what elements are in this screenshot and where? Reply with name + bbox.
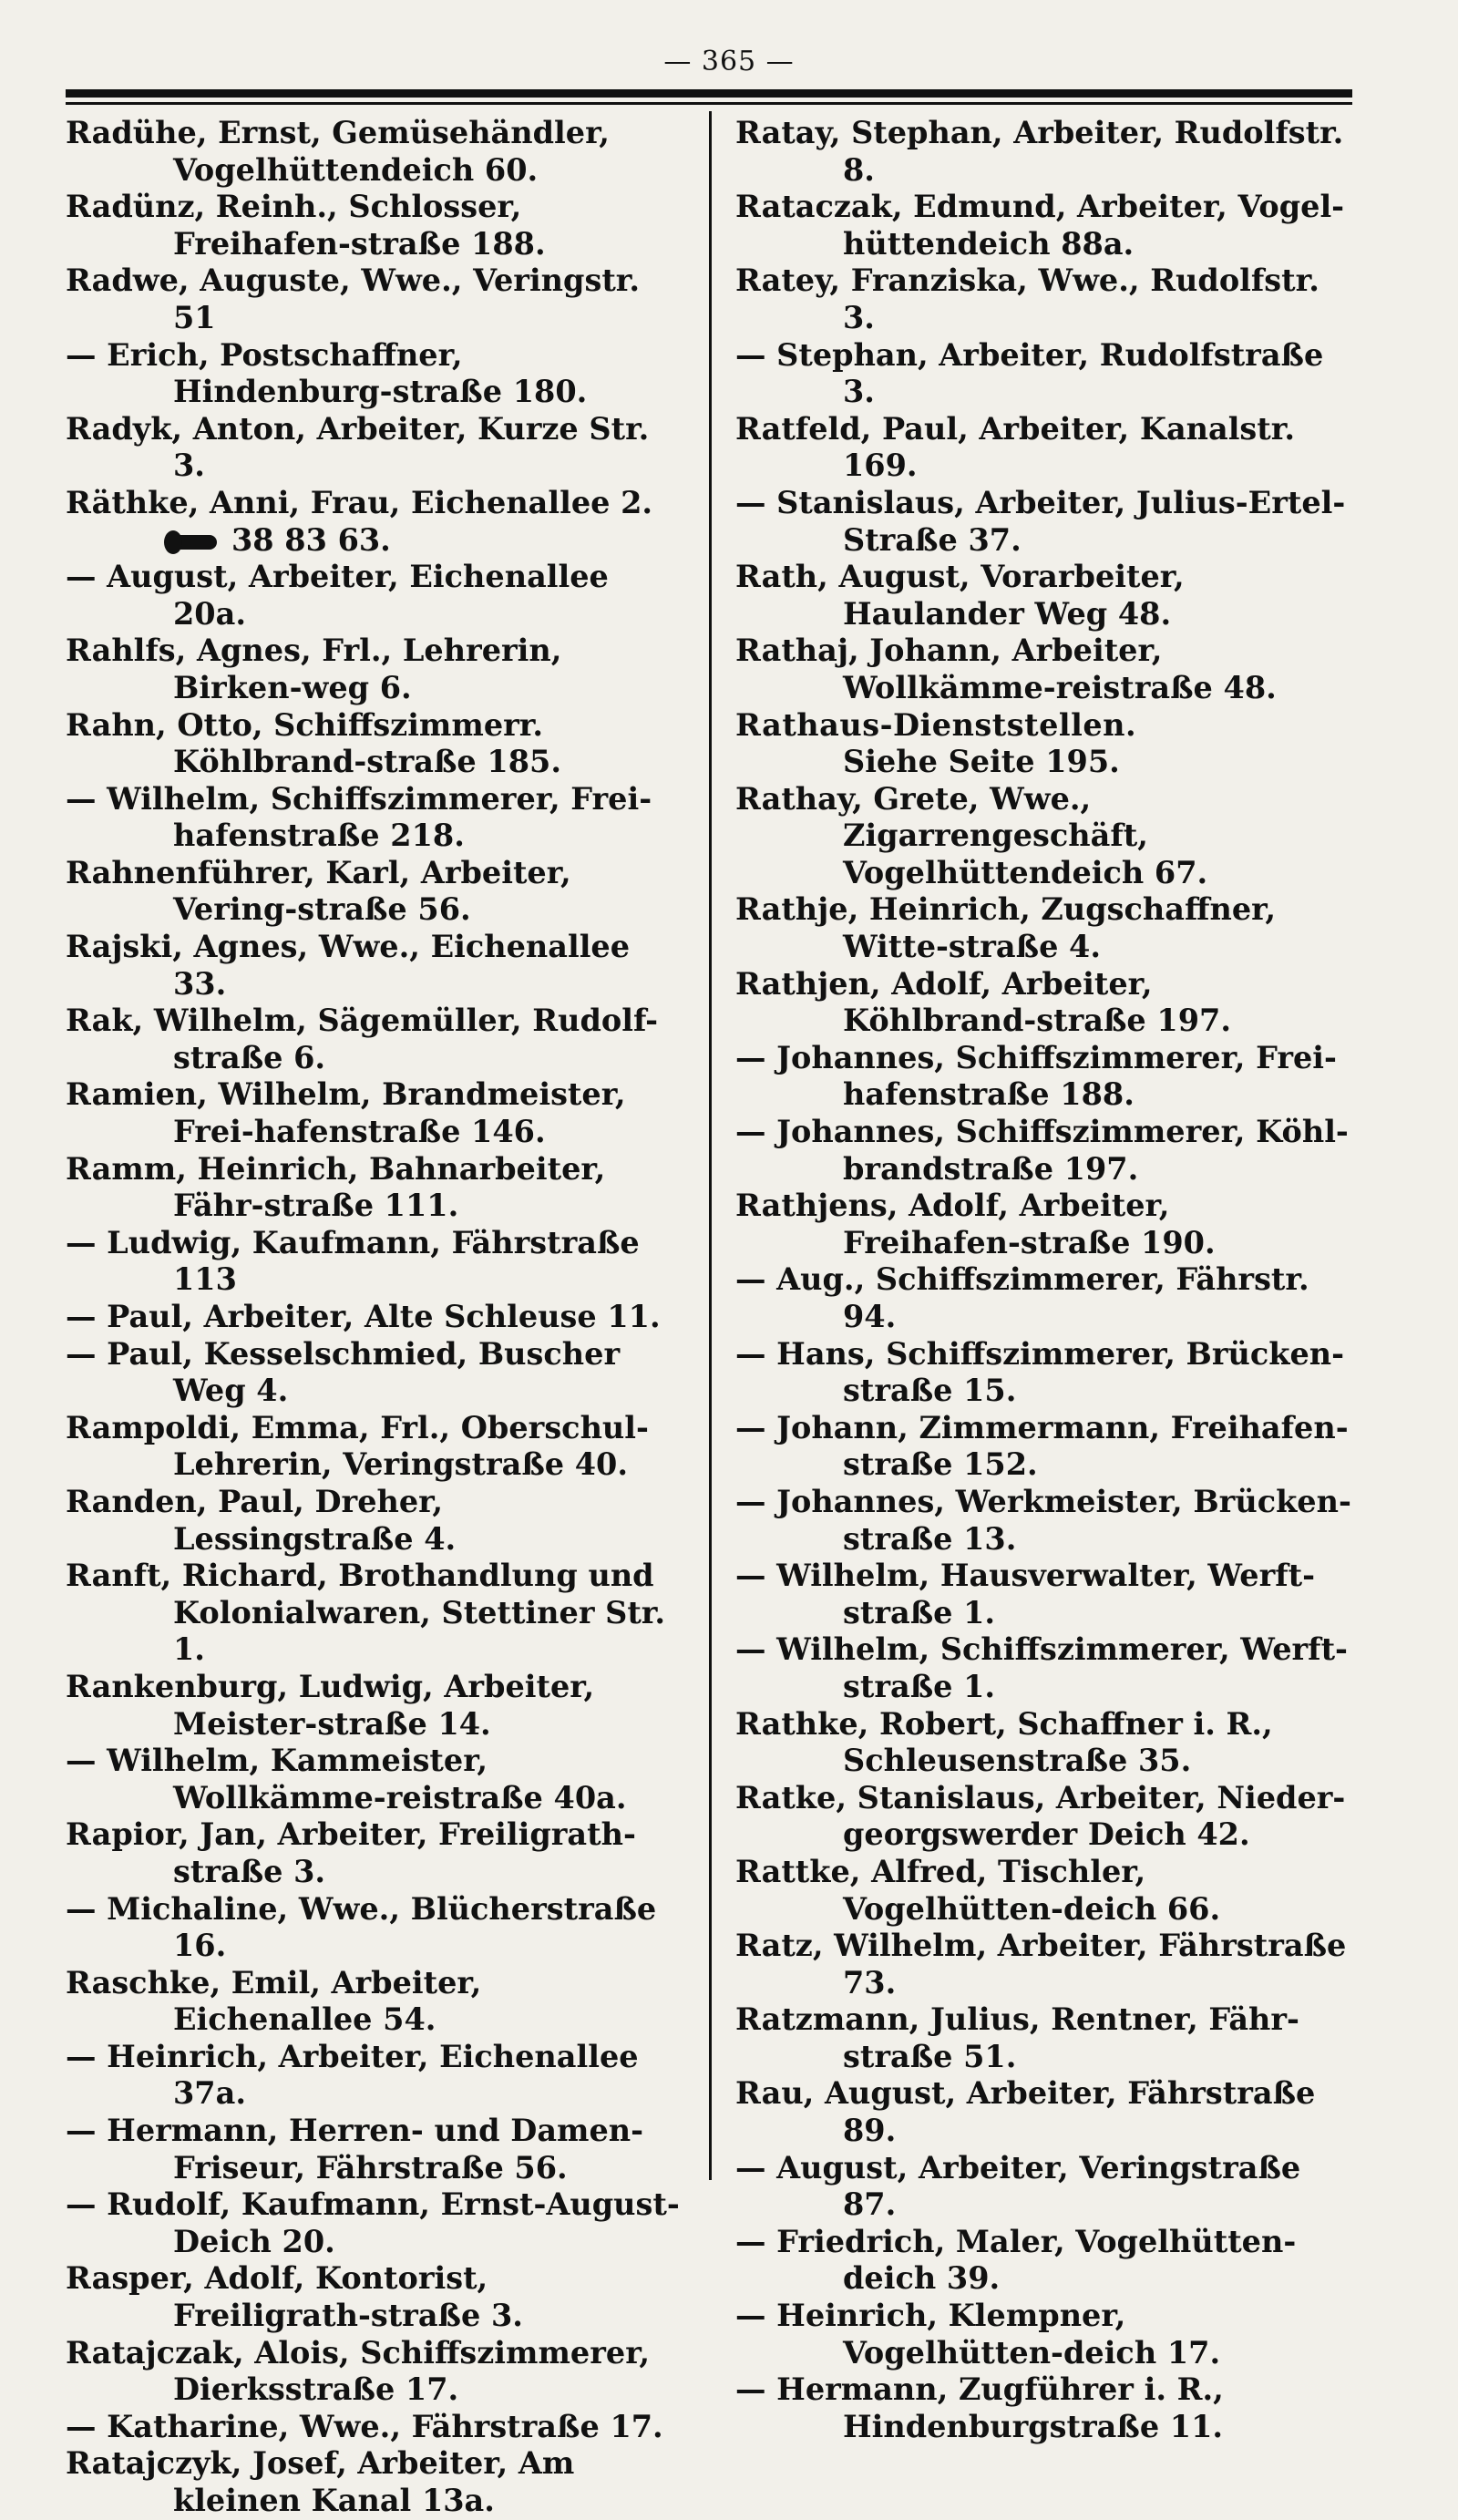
directory-entry: — Michaline, Wwe., Blücherstraße 16. — [66, 1890, 667, 1964]
directory-entry: Rahlfs, Agnes, Frl., Lehrerin, Birken-weg 6. — [66, 633, 573, 705]
directory-entry: Radyk, Anton, Arbeiter, Kurze Str. 3. — [66, 410, 660, 484]
directory-entry: Rajski, Agnes, Wwe., Eichenallee 33. — [66, 929, 641, 1002]
directory-entry: — Heinrich, Klempner, Vogelhütten-deich 17. — [735, 2298, 1221, 2371]
directory-entry: — Johannes, Schiffszimmerer, Köhl-brandstraße 197. — [735, 1114, 1349, 1187]
page-number: — 365 — — [663, 46, 795, 77]
directory-entry: Rathaj, Johann, Arbeiter, Wollkämme-reistraße 48. — [735, 633, 1277, 705]
directory-entry: — Aug., Schiffszimmerer, Fährstr. 94. — [735, 1261, 1320, 1334]
directory-entry: — August, Arbeiter, Veringstraße 87. — [735, 2149, 1311, 2223]
directory-entry: Rathay, Grete, Wwe., Zigarrengeschäft, Vogelhüttendeich 67. — [735, 780, 1208, 890]
directory-entry: — Hans, Schiffszimmerer, Brücken-straße 15. — [735, 1335, 1345, 1409]
directory-entry: Ratfeld, Paul, Arbeiter, Kanalstr. 169. — [735, 410, 1306, 484]
directory-entry: Ratzmann, Julius, Rentner, Fähr-straße 51. — [735, 2001, 1299, 2074]
directory-entry: — Johann, Zimmermann, Freihafen-straße 152. — [735, 1409, 1349, 1483]
directory-entry: Ramm, Heinrich, Bahnarbeiter, Fähr-straße 111. — [66, 1150, 616, 1224]
directory-entry: — Heinrich, Arbeiter, Eichenallee 37a. — [66, 2038, 650, 2112]
directory-entry: Räthke, Anni, Frau, Eichenallee 2. — [66, 484, 653, 520]
directory-entry: — Wilhelm, Schiffszimmerer, Frei-hafenstraße 218. — [66, 780, 652, 854]
directory-entry: Radwe, Auguste, Wwe., Veringstr. 51 — [66, 262, 651, 335]
directory-entry: Rampoldi, Emma, Frl., Oberschul-Lehrerin, Veringstraße 40. — [66, 1409, 649, 1483]
directory-entry: — Paul, Arbeiter, Alte Schleuse 11. — [66, 1299, 661, 1334]
directory-entry: — Katharine, Wwe., Fährstraße 17. — [66, 2408, 663, 2444]
directory-entry: Rahnenführer, Karl, Arbeiter, Vering-straße 56. — [66, 854, 582, 928]
directory-entry: Rataczak, Edmund, Arbeiter, Vogel-hüttendeich 88a. — [735, 189, 1345, 262]
directory-entry: Rathke, Robert, Schaffner i. R., Schleusenstraße 35. — [735, 1705, 1284, 1779]
directory-entry: Rankenburg, Ludwig, Arbeiter, Meister-straße 14. — [66, 1668, 605, 1742]
directory-entry: Ratz, Wilhelm, Arbeiter, Fährstraße 73. — [735, 1928, 1358, 2001]
directory-entry: Randen, Paul, Dreher, Lessingstraße 4. — [66, 1483, 457, 1557]
left-column — [66, 115, 685, 2520]
header-rule-thin — [66, 102, 1352, 105]
directory-entry: Ratajczak, Alois, Schiffszimmerer, Dierksstraße 17. — [66, 2334, 661, 2408]
directory-entry: — Johannes, Werkmeister, Brücken-straße 13. — [735, 1483, 1351, 1557]
directory-entry: Raschke, Emil, Arbeiter, Eichenallee 54. — [66, 1964, 492, 2038]
directory-entry: Rapior, Jan, Arbeiter, Freiligrath-straße 3. — [66, 1816, 636, 1889]
directory-entry: Ratajczyk, Josef, Arbeiter, Am kleinen Kanal 13a. — [66, 2445, 585, 2518]
phone-number: 38 83 63. — [231, 521, 391, 558]
directory-entry: Ratey, Franziska, Wwe., Rudolfstr. 3. — [735, 262, 1330, 335]
directory-entry: — Wilhelm, Schiffszimmerer, Werft-straße 1. — [735, 1631, 1348, 1704]
directory-entry: Radünz, Reinh., Schlosser, Freihafen-straße 188. — [66, 189, 546, 262]
directory-entry: — Wilhelm, Kammeister, Wollkämme-reistraße 40a. — [66, 1743, 627, 1815]
cross-reference: Siehe Seite 195. — [843, 744, 1120, 780]
column-divider — [709, 111, 712, 2180]
directory-entry: Rath, August, Vorarbeiter, Haulander Weg 48. — [735, 559, 1196, 632]
directory-entry: — Paul, Kesselschmied, Buscher Weg 4. — [66, 1335, 631, 1409]
directory-entry: — Wilhelm, Hausverwalter, Werft-straße 1. — [735, 1558, 1316, 1630]
directory-entry: Rattke, Alfred, Tischler, Vogelhütten-deich 66. — [735, 1853, 1221, 1927]
directory-entry: — August, Arbeiter, Eichenallee 20a. — [66, 559, 620, 632]
directory-entry: Rahn, Otto, Schiffszimmerr. Köhlbrand-straße 185. — [66, 706, 561, 780]
directory-entry: Rau, August, Arbeiter, Fährstraße 89. — [735, 2075, 1327, 2149]
directory-entry: — Hermann, Zugführer i. R., Hindenburgstraße 11. — [735, 2371, 1235, 2444]
directory-entry: Ranft, Richard, Brothandlung und Kolonialwaren, Stettiner Str. 1. — [66, 1558, 676, 1668]
directory-entry: Ratke, Stanislaus, Arbeiter, Nieder-georgswerder Deich 42. — [735, 1779, 1346, 1853]
directory-entry: Rathje, Heinrich, Zugschaffner, Witte-straße 4. — [735, 891, 1287, 965]
directory-entry: — Ludwig, Kaufmann, Fährstraße 113 — [66, 1224, 651, 1298]
directory-entry: — Hermann, Herren- und Damen-Friseur, Fährstraße 56. — [66, 2113, 644, 2186]
header-rule-thick — [66, 89, 1352, 98]
telephone-icon — [173, 535, 217, 550]
directory-entry: Rathjen, Adolf, Arbeiter, Köhlbrand-straße 197. — [735, 965, 1231, 1039]
directory-entry: Ramien, Wilhelm, Brandmeister, Frei-hafenstraße 146. — [66, 1076, 637, 1150]
directory-entry: — Stanislaus, Arbeiter, Julius-Ertel-Straße 37. — [735, 484, 1346, 558]
directory-entry: Radühe, Ernst, Gemüsehändler, Vogelhüttendeich 60. — [66, 115, 621, 188]
directory-entry: — Erich, Postschaffner, Hindenburg-straße 180. — [66, 336, 588, 410]
right-column — [735, 115, 1358, 2445]
directory-entry: — Friedrich, Maler, Vogelhütten-deich 39. — [735, 2223, 1297, 2297]
section-heading: Rathaus-Dienststellen. — [735, 706, 1137, 743]
directory-entry: — Stephan, Arbeiter, Rudolfstraße 3. — [735, 336, 1334, 410]
directory-entry: Rathjens, Adolf, Arbeiter, Freihafen-straße 190. — [735, 1188, 1216, 1260]
directory-entry: Ratay, Stephan, Arbeiter, Rudolfstr. 8. — [735, 115, 1355, 188]
directory-entry: Rak, Wilhelm, Sägemüller, Rudolf-straße 6. — [66, 1003, 659, 1075]
directory-entry: — Johannes, Schiffszimmerer, Frei-hafenstraße 188. — [735, 1039, 1337, 1113]
phone-entry — [66, 522, 685, 560]
directory-entry: Rasper, Adolf, Kontorist, Freiligrath-straße 3. — [66, 2260, 523, 2334]
directory-entry: — Rudolf, Kaufmann, Ernst-August-Deich 20. — [66, 2186, 680, 2259]
